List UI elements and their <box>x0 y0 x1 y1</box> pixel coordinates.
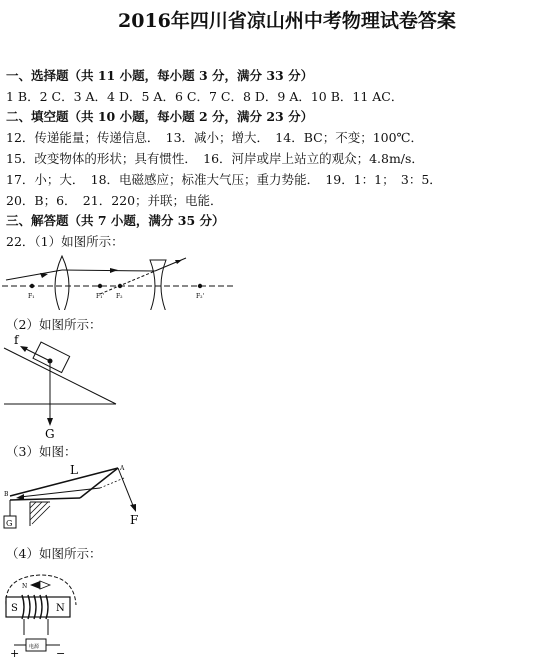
needle-north-label: N <box>22 583 28 590</box>
north-pole-label: N <box>56 603 65 614</box>
force-label: F <box>130 513 139 527</box>
fill-answers-line: 12．传递能量；传递信息． 13．减小；增大． 14．BC；不变；100℃． <box>6 130 424 145</box>
choice-answers: 1 B．2 C．3 A．4 D．5 A．6 C．7 C．8 D．9 A．10 B．11 AC． <box>6 89 404 104</box>
positive-terminal: + <box>10 647 20 660</box>
q22-part2-label: （2）如图所示： <box>6 317 102 332</box>
friction-label: f <box>14 333 19 347</box>
fill-answers-line: 17．小；大． 18．电磁感应；标准大气压；重力势能． 19．1：1； 3：5． <box>6 172 442 187</box>
negative-terminal: − <box>56 647 66 660</box>
page-title: 2016年四川省凉山州中考物理试卷答案 <box>118 10 456 32</box>
lever-diagram <box>0 458 160 533</box>
q22-part4-label: （4）如图所示： <box>6 546 102 561</box>
power-source-label: 电源 <box>29 644 40 650</box>
gravity-label: G <box>45 427 55 440</box>
focus-label: F₁' <box>96 293 105 300</box>
point-a-label: A <box>120 465 125 472</box>
south-pole-label: S <box>11 603 18 614</box>
focus-label: F₂' <box>196 293 205 300</box>
focus-label: F₂ <box>116 293 123 300</box>
point-b-label: B <box>4 491 9 498</box>
q22-part3-label: （3）如图： <box>6 444 77 459</box>
arm-label: L <box>70 463 78 477</box>
focus-label: F₁ <box>28 293 35 300</box>
fill-answers-line: 20．B；6． 21．220；并联；电能． <box>6 193 223 208</box>
fill-answers-line: 15．改变物体的形状；具有惯性． 16．河岸或岸上站立的观众；4.8m/s． <box>6 151 424 166</box>
lens-diagram <box>0 250 240 310</box>
section-header-choice: 一、选择题（共 11 小题，每小题 3 分，满分 33 分） <box>6 68 314 83</box>
section-header-solve: 三、解答题（共 7 小题，满分 35 分） <box>6 213 225 228</box>
q22-part1-label: 22．（1）如图所示： <box>6 234 124 249</box>
incline-diagram <box>0 330 130 440</box>
weight-label: G <box>6 519 13 528</box>
section-header-fill: 二、填空题（共 10 小题，每小题 2 分，满分 23 分） <box>6 109 314 124</box>
electromagnet-diagram <box>0 565 110 660</box>
